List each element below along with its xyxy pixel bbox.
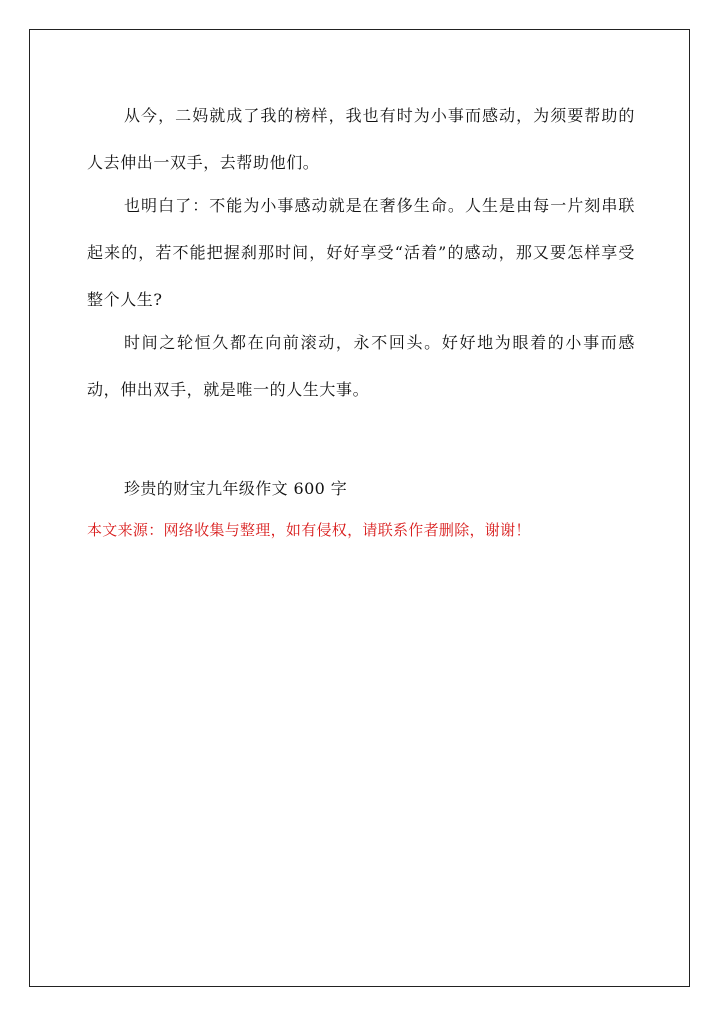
source-note: 本文来源：网络收集与整理，如有侵权，请联系作者删除，谢谢！ bbox=[87, 521, 531, 539]
paragraph-1: 从今，二妈就成了我的榜样，我也有时为小事而感动，为须要帮助的人去伸出一双手，去帮助他们。 bbox=[87, 106, 635, 172]
essay-body bbox=[87, 92, 635, 413]
paragraph-2: 也明白了：不能为小事感动就是在奢侈生命。人生是由每一片刻串联起来的，若不能把握刹那时间，好好享受“活着”的感动，那又要怎样享受整个人生? bbox=[87, 196, 635, 309]
essay-title: 珍贵的财宝九年级作文 600 字 bbox=[124, 479, 348, 498]
paragraph-3: 时间之轮恒久都在向前滚动，永不回头。好好地为眼着的小事而感动，伸出双手，就是唯一的人生大事。 bbox=[87, 333, 635, 399]
